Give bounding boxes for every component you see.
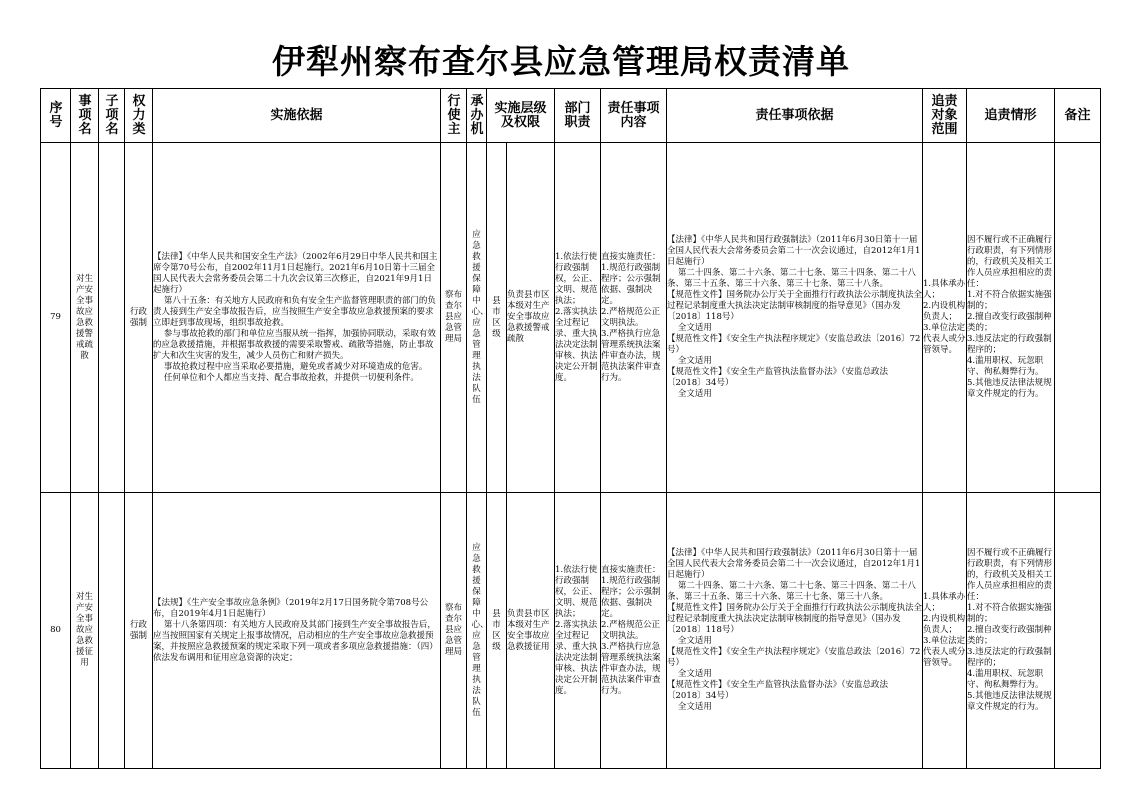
remark-cell <box>1055 493 1101 769</box>
scope-cell: 1.具体承办人； 2.内设机构负责人； 3.单位法定代表人或分管领导。 <box>923 493 967 769</box>
remark-cell <box>1055 143 1101 493</box>
situation-cell: 因不履行或不正确履行行政职责，有下列情形的，行政机关及相关工作人员应承担相应的责任： 1.对不符合依据实施强制的； 2.擅自改变行政强制种类的； 3.违反法定的行政强制程序的； 4.滥用职权、玩忽职守、徇私舞弊行为。 5.其他违反法律法规规章文件规定的行为。 <box>967 143 1055 493</box>
header-item: 事项名 <box>71 89 99 143</box>
duty-cell: 1.依法行使行政强制权，公正、文明、规范执法； 2.落实执法全过程记录、重大执法决定法制审核、执法决定公开制度。 <box>555 493 601 769</box>
situation-cell: 因不履行或不正确履行行政职责，有下列情形的，行政机关及相关工作人员应承担相应的责任： 1.对不符合依据实施强制的； 2.擅自改变行政强制种类的； 3.违反法定的行政强制程序的； 4.滥用职权、玩忽职守、徇私舞弊行为。 5.其他违反法律法规规章文件规定的行为。 <box>967 493 1055 769</box>
table-row <box>41 143 1101 493</box>
power-type-cell: 行政强制 <box>125 143 153 493</box>
duty-cell: 1.依法行使行政强制权，公正、文明、规范执法； 2.落实执法全过程记录、重大执法决定法制审核、执法决定公开制度。 <box>555 143 601 493</box>
item-cell: 对生产安全事故应急救援警戒疏散 <box>71 143 99 493</box>
resp-basis-cell: 【法律】《中华人民共和国行政强制法》（2011年6月30日第十一届全国人民代表大会常务委员会第二十一次会议通过，自2012年1月1日起施行） 第二十四条、第二十六条、第二十七条、第三十四条、第二十八条、第三十五条、第三十六条、第三十七条、第三十八条。 【规范性文件】国务院办公厅关于全面推行行政执法公示制度执法全过程记录制度重大执法决定法制审核制度的指导意见》（国办发〔2018〕118号） 全文适用 【规范性文件】《安全生产执法程序规定》（安监总政法〔2016〕72号） 全文适用 【规范性文件】《安全生产监管执法监督办法》（安监总政法〔2018〕34号） 全文适用 <box>667 143 923 493</box>
header-basis: 实施依据 <box>153 89 441 143</box>
power-type-cell: 行政强制 <box>125 493 153 769</box>
level-b-cell: 负责县市区本级对生产安全事故应急救援征用 <box>507 493 555 769</box>
header-duty: 部门职责 <box>555 89 601 143</box>
resp-content-cell: 直接实施责任： 1.规范行政强制程序；公示强制依据、强制决定。 2.严格规范公正文明执法。 3.严格执行应急管理系统执法案件审查办法，规范执法案件审查行为。 <box>601 493 667 769</box>
subject-cell: 察布查尔县应急管理局 <box>441 493 467 769</box>
header-remark: 备注 <box>1055 89 1101 143</box>
subject-cell: 察布查尔县应急管理局 <box>441 143 467 493</box>
resp-content-cell: 直接实施责任： 1.规范行政强制程序；公示强制依据、强制决定。 2.严格规范公正文明执法。 3.严格执行应急管理系统执法案件审查办法，规范执法案件审查行为。 <box>601 143 667 493</box>
header-scope: 追责对象范围 <box>923 89 967 143</box>
page-title: 伊犁州察布查尔县应急管理局权责清单 <box>272 42 850 81</box>
basis-cell: 【法律】《中华人民共和国安全生产法》（2002年6月29日中华人民共和国主席令第70号公布，自2002年11月1日起施行。2021年6月10日第十三届全国人民代表大会常务委员会第二十九次会议第三次修正，自2021年9月1日起施行） 第八十五条：有关地方人民政府和负有安全生产监督管理职责的部门的负责人接到生产安全事故报告后，应当按照生产安全事故应急救援预案的要求立即赶到事故现场，组织事故抢救。 参与事故抢救的部门和单位应当服从统一指挥，加强协同联动，采取有效的应急救援措施，并根据事故救援的需要采取警戒、疏散等措施，防止事故扩大和次生灾害的发生，减少人员伤亡和财产损失。 事故抢救过程中应当采取必要措施，避免或者减少对环境造成的危害。 任何单位和个人都应当支持、配合事故抢救，并提供一切便利条件。 <box>153 143 441 493</box>
header-resp-basis: 责任事项依据 <box>667 89 923 143</box>
header-subitem: 子项名 <box>99 89 125 143</box>
header-level: 实施层级及权限 <box>487 89 555 143</box>
basis-cell: 【法规】《生产安全事故应急条例》（2019年2月17日国务院令第708号公布，自2019年4月1日起施行） 第十八条第四项：有关地方人民政府及其部门接到生产安全事故报告后，应当按照国家有关规定上报事故情况，启动相应的生产安全事故应急救援预案，并按照应急救援预案的规定采取下列一项或者多项应急救援措施：（四）依法发布调用和征用应急资源的决定； <box>153 493 441 769</box>
resp-basis-cell: 【法律】《中华人民共和国行政强制法》（2011年6月30日第十一届全国人民代表大会常务委员会第二十一次会议通过，自2012年1月1日起施行） 第二十四条、第二十六条、第二十七条、第三十四条、第二十八条、第三十五条、第三十六条、第三十七条、第三十八条。 【规范性文件】国务院办公厅关于全面推行行政执法公示制度执法全过程记录制度重大执法决定法制审核制度的指导意见》（国办发〔2018〕118号） 全文适用 【规范性文件】《安全生产执法程序规定》（安监总政法〔2016〕72号） 全文适用 【规范性文件】《安全生产监管执法监督办法》（安监总政法〔2018〕34号） 全文适用 <box>667 493 923 769</box>
level-a-cell: 县市区级 <box>487 143 507 493</box>
header-subject: 行使主 <box>441 89 467 143</box>
level-b-cell: 负责县市区本级对生产安全事故应急救援警戒疏散 <box>507 143 555 493</box>
header-organ: 承办机 <box>467 89 487 143</box>
organ-cell: 应急救援保障中心、应急管理执法队伍 <box>467 143 487 493</box>
header-seq: 序号 <box>41 89 71 143</box>
subitem-cell <box>99 143 125 493</box>
seq-cell: 79 <box>41 143 71 493</box>
seq-cell: 80 <box>41 493 71 769</box>
header-power-type: 权力类 <box>125 89 153 143</box>
level-a-cell: 县市区级 <box>487 493 507 769</box>
subitem-cell <box>99 493 125 769</box>
organ-cell: 应急救援保障中心、应急管理执法队伍 <box>467 493 487 769</box>
item-cell: 对生产安全事故应急救援征用 <box>71 493 99 769</box>
scope-cell: 1.具体承办人； 2.内设机构负责人； 3.单位法定代表人或分管领导。 <box>923 143 967 493</box>
header-resp-content: 责任事项内容 <box>601 89 667 143</box>
header-situation: 追责情形 <box>967 89 1055 143</box>
table-row <box>41 493 1101 769</box>
responsibility-table <box>40 88 1101 769</box>
header-row <box>41 89 1101 143</box>
